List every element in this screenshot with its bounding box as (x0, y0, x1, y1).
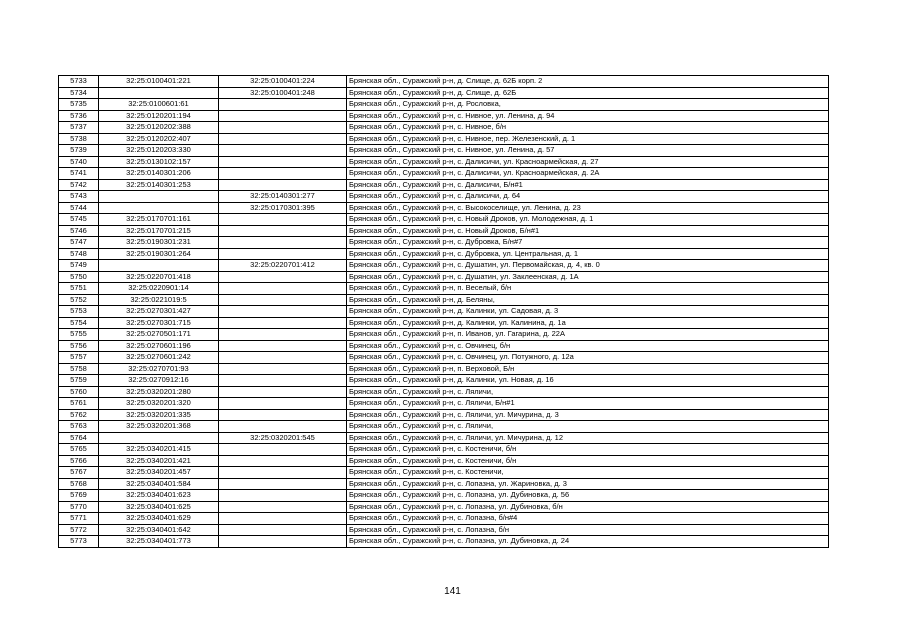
cadastral-number-2-cell (219, 375, 347, 387)
row-number-cell: 5735 (59, 99, 99, 111)
address-cell: Брянская обл., Суражский р-н, с. Лопазна, ул. Дубиновка, д. 56 (347, 490, 829, 502)
cadastral-number-cell: 32:25:0340201:421 (99, 455, 219, 467)
table-row (59, 421, 829, 433)
cadastral-number-2-cell (219, 329, 347, 341)
cadastral-number-2-cell (219, 409, 347, 421)
cadastral-number-cell: 32:25:0340401:584 (99, 478, 219, 490)
row-number-cell: 5773 (59, 536, 99, 548)
cadastral-number-2-cell: 32:25:0220701:412 (219, 260, 347, 272)
cadastral-number-2-cell (219, 214, 347, 226)
cadastral-number-2-cell (219, 455, 347, 467)
row-number-cell: 5739 (59, 145, 99, 157)
cadastral-number-cell: 32:25:0340401:629 (99, 513, 219, 525)
table-row (59, 110, 829, 122)
table-row (59, 501, 829, 513)
table-row (59, 490, 829, 502)
address-cell: Брянская обл., Суражский р-н, с. Нивное, б/н (347, 122, 829, 134)
table-row (59, 145, 829, 157)
row-number-cell: 5756 (59, 340, 99, 352)
cadastral-number-2-cell (219, 271, 347, 283)
address-cell: Брянская обл., Суражский р-н, п. Иванов, ул. Гагарина, д. 22А (347, 329, 829, 341)
cadastral-number-cell: 32:25:0320201:368 (99, 421, 219, 433)
cadastral-number-2-cell (219, 306, 347, 318)
row-number-cell: 5766 (59, 455, 99, 467)
table-row (59, 455, 829, 467)
address-cell: Брянская обл., Суражский р-н, с. Далисичи, ул. Красноармейская, д. 27 (347, 156, 829, 168)
row-number-cell: 5770 (59, 501, 99, 513)
table-row (59, 76, 829, 88)
cadastral-number-2-cell (219, 513, 347, 525)
row-number-cell: 5751 (59, 283, 99, 295)
table-row (59, 352, 829, 364)
table-row (59, 283, 829, 295)
table-row (59, 386, 829, 398)
address-cell: Брянская обл., Суражский р-н, с. Нивное, пер. Железенский, д. 1 (347, 133, 829, 145)
cadastral-number-cell: 32:25:0270601:196 (99, 340, 219, 352)
table-row (59, 524, 829, 536)
row-number-cell: 5738 (59, 133, 99, 145)
row-number-cell: 5749 (59, 260, 99, 272)
cadastral-number-2-cell (219, 421, 347, 433)
row-number-cell: 5740 (59, 156, 99, 168)
cadastral-number-2-cell (219, 283, 347, 295)
cadastral-number-cell (99, 432, 219, 444)
cadastral-number-cell: 32:25:0120202:407 (99, 133, 219, 145)
cadastral-number-cell: 32:25:0270301:715 (99, 317, 219, 329)
address-cell: Брянская обл., Суражский р-н, п. Верховой, Б/н (347, 363, 829, 375)
cadastral-number-2-cell (219, 352, 347, 364)
cadastral-number-2-cell (219, 145, 347, 157)
cadastral-number-cell: 32:25:0130102:157 (99, 156, 219, 168)
cadastral-number-2-cell (219, 110, 347, 122)
row-number-cell: 5763 (59, 421, 99, 433)
cadastral-number-2-cell (219, 133, 347, 145)
table-row (59, 444, 829, 456)
cadastral-number-2-cell (219, 156, 347, 168)
cadastral-number-cell: 32:25:0220701:418 (99, 271, 219, 283)
row-number-cell: 5759 (59, 375, 99, 387)
address-cell: Брянская обл., Суражский р-н, с. Овчинец, б/н (347, 340, 829, 352)
address-cell: Брянская обл., Суражский р-н, д. Калинки, ул. Новая, д. 16 (347, 375, 829, 387)
cadastral-number-2-cell (219, 168, 347, 180)
cadastral-number-cell: 32:25:0221019:5 (99, 294, 219, 306)
cadastral-number-cell: 32:25:0120203:330 (99, 145, 219, 157)
address-cell: Брянская обл., Суражский р-н, с. Далисичи, ул. Красноармейская, д. 2А (347, 168, 829, 180)
cadastral-number-2-cell (219, 237, 347, 249)
table-row (59, 260, 829, 272)
address-cell: Брянская обл., Суражский р-н, с. Дубровка, Б/н#7 (347, 237, 829, 249)
table-row (59, 306, 829, 318)
cadastral-number-cell: 32:25:0100401:221 (99, 76, 219, 88)
cadastral-number-cell: 32:25:0320201:335 (99, 409, 219, 421)
row-number-cell: 5772 (59, 524, 99, 536)
cadastral-number-2-cell (219, 340, 347, 352)
cadastral-number-2-cell: 32:25:0170301:395 (219, 202, 347, 214)
address-cell: Брянская обл., Суражский р-н, с. Лопазна, ул. Жариновка, д. 3 (347, 478, 829, 490)
cadastral-number-cell: 32:25:0270912:16 (99, 375, 219, 387)
table-row (59, 191, 829, 203)
row-number-cell: 5737 (59, 122, 99, 134)
cadastral-number-cell: 32:25:0140301:253 (99, 179, 219, 191)
row-number-cell: 5768 (59, 478, 99, 490)
address-cell: Брянская обл., Суражский р-н, д. Калинки, ул. Калинина, д. 1а (347, 317, 829, 329)
row-number-cell: 5745 (59, 214, 99, 226)
cadastral-number-cell (99, 260, 219, 272)
table-row (59, 467, 829, 479)
table-row (59, 168, 829, 180)
cadastral-number-2-cell: 32:25:0100401:224 (219, 76, 347, 88)
row-number-cell: 5741 (59, 168, 99, 180)
table-row (59, 536, 829, 548)
registry-table (58, 75, 829, 548)
address-cell: Брянская обл., Суражский р-н, с. Новый Дроков, ул. Молодежная, д. 1 (347, 214, 829, 226)
address-cell: Брянская обл., Суражский р-н, с. Лопазна, б/н (347, 524, 829, 536)
cadastral-number-2-cell (219, 524, 347, 536)
cadastral-number-2-cell (219, 386, 347, 398)
row-number-cell: 5752 (59, 294, 99, 306)
cadastral-number-2-cell (219, 398, 347, 410)
address-cell: Брянская обл., Суражский р-н, с. Душатин, ул. Заклеенская, д. 1А (347, 271, 829, 283)
cadastral-number-2-cell (219, 501, 347, 513)
row-number-cell: 5744 (59, 202, 99, 214)
cadastral-number-cell (99, 87, 219, 99)
cadastral-number-2-cell (219, 122, 347, 134)
row-number-cell: 5743 (59, 191, 99, 203)
row-number-cell: 5758 (59, 363, 99, 375)
cadastral-number-2-cell (219, 444, 347, 456)
cadastral-number-cell: 32:25:0140301:206 (99, 168, 219, 180)
cadastral-number-cell: 32:25:0220901:14 (99, 283, 219, 295)
address-cell: Брянская обл., Суражский р-н, п. Веселый, б/н (347, 283, 829, 295)
table-row (59, 133, 829, 145)
row-number-cell: 5747 (59, 237, 99, 249)
address-cell: Брянская обл., Суражский р-н, д. Слище, д. 62Б корп. 2 (347, 76, 829, 88)
table-row (59, 248, 829, 260)
table-row (59, 225, 829, 237)
cadastral-number-cell: 32:25:0270601:242 (99, 352, 219, 364)
table-row (59, 317, 829, 329)
row-number-cell: 5750 (59, 271, 99, 283)
row-number-cell: 5757 (59, 352, 99, 364)
address-cell: Брянская обл., Суражский р-н, с. Лопазна, ул. Дубиновка, б/н (347, 501, 829, 513)
address-cell: Брянская обл., Суражский р-н, с. Лопазна, б/н#4 (347, 513, 829, 525)
table-row (59, 156, 829, 168)
row-number-cell: 5746 (59, 225, 99, 237)
address-cell: Брянская обл., Суражский р-н, с. Нивное, ул. Ленина, д. 94 (347, 110, 829, 122)
row-number-cell: 5734 (59, 87, 99, 99)
table-row (59, 363, 829, 375)
address-cell: Брянская обл., Суражский р-н, с. Ляличи, (347, 386, 829, 398)
address-cell: Брянская обл., Суражский р-н, с. Душатин, ул. Первомайская, д. 4, кв. 0 (347, 260, 829, 272)
table-row (59, 271, 829, 283)
cadastral-number-cell: 32:25:0320201:320 (99, 398, 219, 410)
cadastral-number-2-cell (219, 536, 347, 548)
address-cell: Брянская обл., Суражский р-н, с. Далисичи, Б/н#1 (347, 179, 829, 191)
table-row (59, 294, 829, 306)
row-number-cell: 5767 (59, 467, 99, 479)
address-cell: Брянская обл., Суражский р-н, с. Высокоселище, ул. Ленина, д. 23 (347, 202, 829, 214)
address-cell: Брянская обл., Суражский р-н, с. Дубровка, ул. Центральная, д. 1 (347, 248, 829, 260)
address-cell: Брянская обл., Суражский р-н, д. Беляны, (347, 294, 829, 306)
address-cell: Брянская обл., Суражский р-н, с. Овчинец, ул. Потужного, д. 12а (347, 352, 829, 364)
table-row (59, 432, 829, 444)
address-cell: Брянская обл., Суражский р-н, с. Костеничи, (347, 467, 829, 479)
address-cell: Брянская обл., Суражский р-н, с. Ляличи, ул. Мичурина, д. 3 (347, 409, 829, 421)
row-number-cell: 5760 (59, 386, 99, 398)
address-cell: Брянская обл., Суражский р-н, с. Ляличи, ул. Мичурина, д. 12 (347, 432, 829, 444)
row-number-cell: 5754 (59, 317, 99, 329)
address-cell: Брянская обл., Суражский р-н, с. Ляличи, Б/н#1 (347, 398, 829, 410)
cadastral-number-cell: 32:25:0120201:194 (99, 110, 219, 122)
table-row (59, 237, 829, 249)
cadastral-number-cell: 32:25:0340401:773 (99, 536, 219, 548)
row-number-cell: 5742 (59, 179, 99, 191)
address-cell: Брянская обл., Суражский р-н, д. Рословка, (347, 99, 829, 111)
address-cell: Брянская обл., Суражский р-н, с. Нивное, ул. Ленина, д. 57 (347, 145, 829, 157)
cadastral-number-2-cell: 32:25:0320201:545 (219, 432, 347, 444)
cadastral-number-2-cell (219, 317, 347, 329)
registry-table-body (59, 76, 829, 548)
cadastral-number-cell: 32:25:0120202:388 (99, 122, 219, 134)
row-number-cell: 5764 (59, 432, 99, 444)
row-number-cell: 5748 (59, 248, 99, 260)
cadastral-number-2-cell (219, 294, 347, 306)
cadastral-number-cell: 32:25:0340401:625 (99, 501, 219, 513)
address-cell: Брянская обл., Суражский р-н, с. Новый Дроков, Б/н#1 (347, 225, 829, 237)
cadastral-number-cell (99, 191, 219, 203)
cadastral-number-2-cell (219, 179, 347, 191)
cadastral-number-cell: 32:25:0340201:415 (99, 444, 219, 456)
table-row (59, 375, 829, 387)
address-cell: Брянская обл., Суражский р-н, с. Ляличи, (347, 421, 829, 433)
row-number-cell: 5733 (59, 76, 99, 88)
row-number-cell: 5755 (59, 329, 99, 341)
cadastral-number-cell: 32:25:0340201:457 (99, 467, 219, 479)
cadastral-number-2-cell: 32:25:0100401:248 (219, 87, 347, 99)
row-number-cell: 5761 (59, 398, 99, 410)
table-row (59, 179, 829, 191)
table-row (59, 122, 829, 134)
cadastral-number-cell: 32:25:0320201:280 (99, 386, 219, 398)
cadastral-number-cell: 32:25:0270501:171 (99, 329, 219, 341)
cadastral-number-2-cell (219, 490, 347, 502)
table-row (59, 340, 829, 352)
cadastral-number-2-cell (219, 225, 347, 237)
cadastral-number-2-cell (219, 99, 347, 111)
address-cell: Брянская обл., Суражский р-н, с. Далисичи, д. 64 (347, 191, 829, 203)
row-number-cell: 5753 (59, 306, 99, 318)
row-number-cell: 5769 (59, 490, 99, 502)
table-row (59, 478, 829, 490)
table-row (59, 202, 829, 214)
cadastral-number-cell: 32:25:0170701:215 (99, 225, 219, 237)
cadastral-number-cell (99, 202, 219, 214)
cadastral-number-cell: 32:25:0190301:264 (99, 248, 219, 260)
address-cell: Брянская обл., Суражский р-н, с. Костеничи, б/н (347, 444, 829, 456)
cadastral-number-cell: 32:25:0270301:427 (99, 306, 219, 318)
row-number-cell: 5771 (59, 513, 99, 525)
cadastral-number-2-cell (219, 248, 347, 260)
cadastral-number-2-cell (219, 467, 347, 479)
cadastral-number-2-cell (219, 478, 347, 490)
cadastral-number-cell: 32:25:0340401:642 (99, 524, 219, 536)
cadastral-number-2-cell: 32:25:0140301:277 (219, 191, 347, 203)
address-cell: Брянская обл., Суражский р-н, с. Лопазна, ул. Дубиновка, д. 24 (347, 536, 829, 548)
table-row (59, 409, 829, 421)
cadastral-number-cell: 32:25:0270701:93 (99, 363, 219, 375)
row-number-cell: 5736 (59, 110, 99, 122)
table-row (59, 398, 829, 410)
cadastral-number-cell: 32:25:0190301:231 (99, 237, 219, 249)
cadastral-number-cell: 32:25:0170701:161 (99, 214, 219, 226)
address-cell: Брянская обл., Суражский р-н, д. Калинки, ул. Садовая, д. 3 (347, 306, 829, 318)
cadastral-number-2-cell (219, 363, 347, 375)
table-row (59, 214, 829, 226)
table-row (59, 87, 829, 99)
table-row (59, 99, 829, 111)
table-row (59, 513, 829, 525)
cadastral-number-cell: 32:25:0340401:623 (99, 490, 219, 502)
page-number: 141 (444, 586, 461, 597)
row-number-cell: 5762 (59, 409, 99, 421)
address-cell: Брянская обл., Суражский р-н, д. Слище, д. 62Б (347, 87, 829, 99)
cadastral-number-cell: 32:25:0100601:61 (99, 99, 219, 111)
address-cell: Брянская обл., Суражский р-н, с. Костеничи, б/н (347, 455, 829, 467)
row-number-cell: 5765 (59, 444, 99, 456)
table-row (59, 329, 829, 341)
